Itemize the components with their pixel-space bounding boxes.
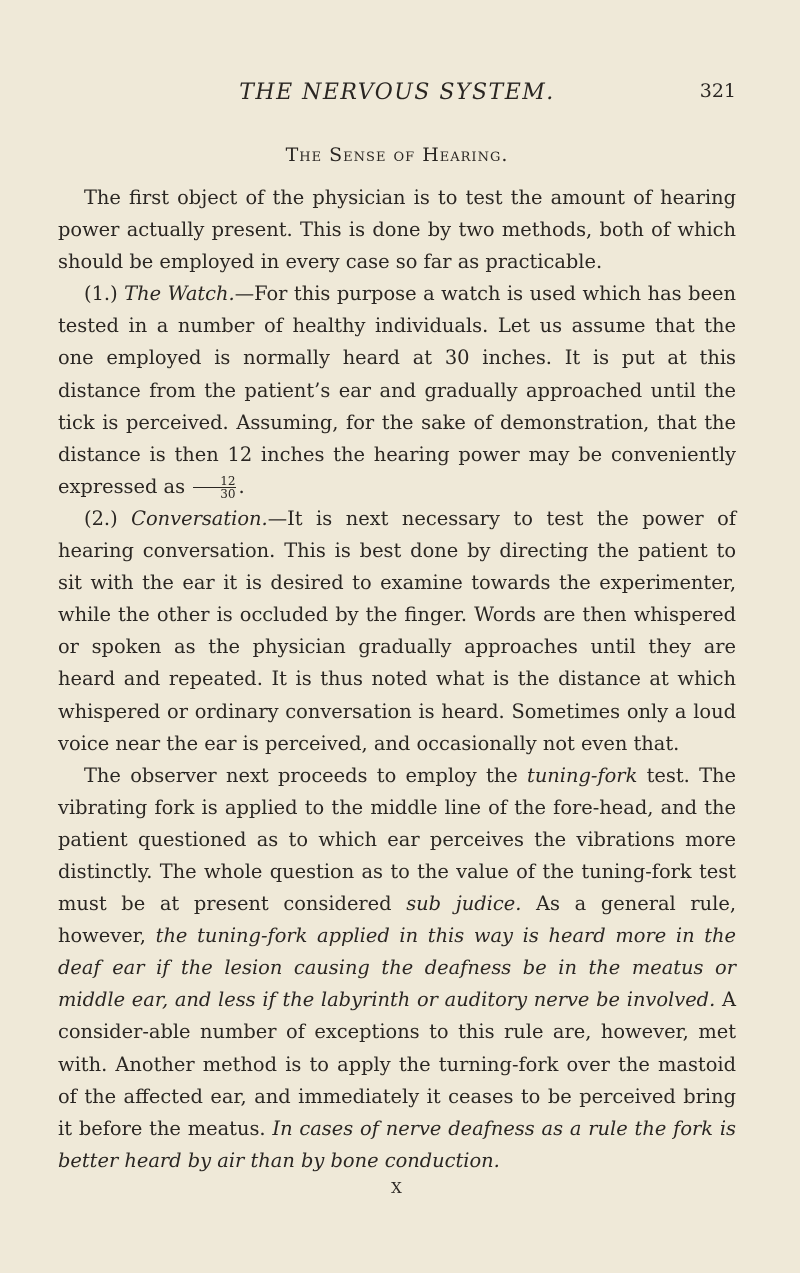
watch-text: —For this purpose a watch is used which has been tested in a number of healthy individuals. Let us assume that the one employed is normally heard at 30 inches. It is put at this distance from the patient’s ear and gradually approached until the tick is perceived. Assuming, for the sake of demonstration, that the distance is then 12 inches the hearing power may be conveniently expressed as [58,282,737,498]
paragraph-tuning-fork [58,760,736,1177]
paragraph-watch [58,278,736,503]
item-number: (1.) [84,282,125,306]
paragraph-conversation [58,503,736,760]
conversation-text: —It is next necessary to test the power of hearing conversation. This is best done by directing the patient to sit with the ear it is desired to examine towards the experimenter, while the other is occluded by the finger. Words are then whispered or spoken as the physician gradually approaches until they are heard and repeated. It is thus noted what is the distance at which whispered or ordinary conversation is heard. Sometimes only a loud voice near the ear is perceived, and occasionally not even that. [58,506,737,755]
tuning-text-f: the tuning-fork applied in this way is heard more in the deaf ear if the lesion causing the deafness be in the meatus or middle ear, and less if the labyrinth or auditory nerve be involved. [58,924,736,1012]
tuning-text-c: test. The vibrating fork is applied to the middle line of the fore-head, and the patient questioned as to which ear perceives the vibrations more distinctly. The whole question as to the value of the tuning-fork test must be at present considered [58,763,736,916]
signature-mark: X [391,1178,403,1197]
section-heading: The Sense of Hearing. [285,144,509,166]
hearing-fraction [193,475,236,500]
tuning-text-h: In cases of nerve deafness as a rule the fork is better heard by air than by bone conduction. [58,1116,736,1172]
tuning-text-a: The observer next proceeds to employ the [84,763,528,787]
page-number: 321 [699,80,736,102]
tuning-text-g: A consider-able number of exceptions to this rule are, however, met with. Another method is to apply the turning-fork over the mastoid of the affected ear, and immediately it ceases to be perceived bring it before the meatus. [58,988,736,1140]
item-title-conversation: Conversation. [131,506,268,530]
watch-end: . [238,474,245,498]
tuning-text-e: As a general rule, however, [58,892,736,948]
item-number: (2.) [84,506,132,530]
running-title: THE NERVOUS SYSTEM. [239,80,555,105]
fraction-denominator: 30 [220,487,236,502]
item-title-watch: The Watch. [124,282,235,306]
tuning-text-d: sub judice. [406,892,522,916]
fraction-numerator: 12 [193,475,236,488]
tuning-text-b: tuning-fork [527,763,638,787]
body-text [58,182,736,1177]
paragraph-intro: The first object of the physician is to test the amount of hearing power actually present. This is done by two methods, both of which should be employed in every case so far as practicable. [58,186,736,274]
running-head [58,80,736,114]
